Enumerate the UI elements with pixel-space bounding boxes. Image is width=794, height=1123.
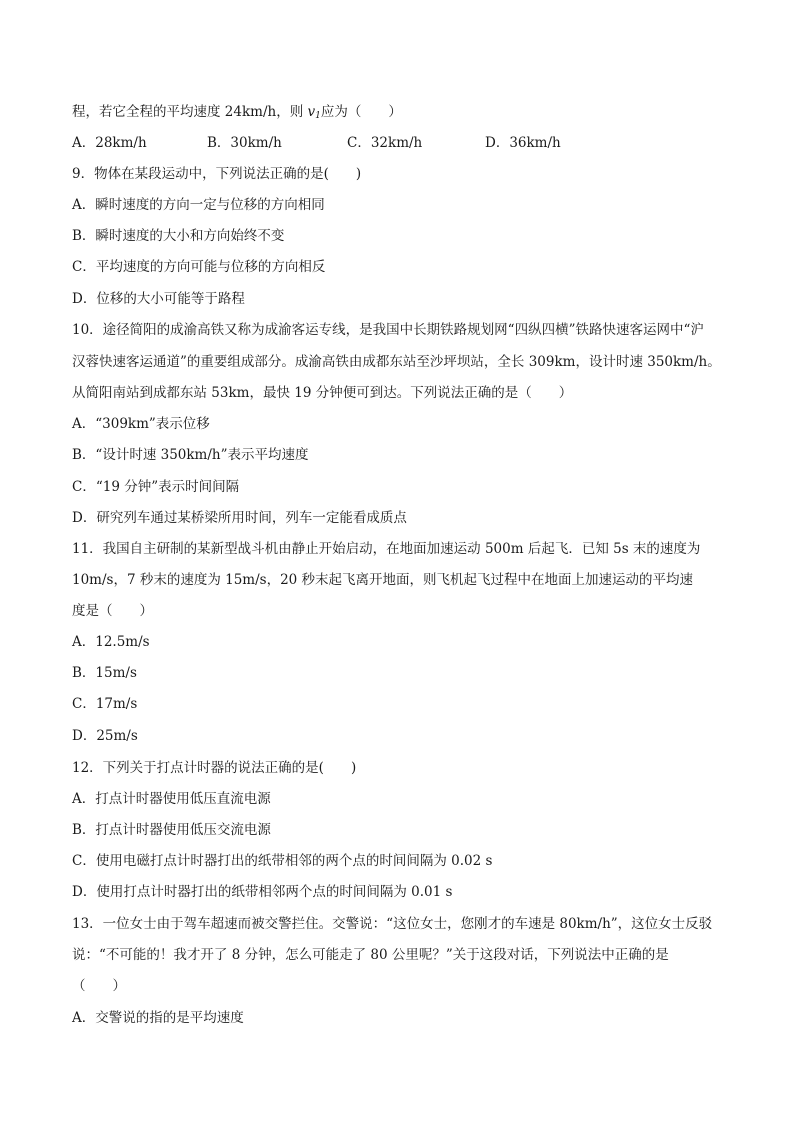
q9-option-c: C．平均速度的方向可能与位移的方向相反	[72, 259, 326, 275]
q10-stem-line-1: 10．途径简阳的成渝高铁又称为成渝客运专线，是我国中长期铁路规划网“四纵四横”铁路快速客运网中“沪	[72, 322, 704, 338]
q8-v-subscript: 1	[315, 111, 321, 121]
q12-option-b: B．打点计时器使用低压交流电源	[72, 822, 271, 838]
q8-option-a: A．28km/h	[72, 135, 147, 151]
q8-text-part2: 应为（ ）	[320, 104, 402, 120]
q11-stem-line-3: 度是（ ）	[72, 603, 153, 619]
q9-stem: 9．物体在某段运动中，下列说法正确的是( )	[72, 166, 362, 182]
q8-continuation	[72, 103, 402, 125]
q10-stem-line-2: 汉蓉快速客运通道”的重要组成部分。成渝高铁由成都东站至沙坪坝站，全长 309km，设计时速 350km/h。	[72, 354, 721, 370]
q8-option-c: C．32km/h	[347, 135, 423, 151]
q11-option-a: A．12.5m/s	[72, 634, 150, 650]
q8-options	[72, 134, 722, 152]
q13-stem-line-3: （ ）	[72, 978, 126, 994]
q10-stem-line-3: 从简阳南站到成都东站 53km，最快 19 分钟便可到达。下列说法正确的是（ ）	[72, 385, 573, 401]
q11-option-d: D．25m/s	[72, 728, 138, 744]
q9-option-a: A．瞬时速度的方向一定与位移的方向相同	[72, 197, 325, 213]
q13-option-a: A．交警说的指的是平均速度	[72, 1010, 244, 1026]
q13-stem-line-1: 13．一位女士由于驾车超速而被交警拦住。交警说：“这位女士，您刚才的车速是 80km/h”，这位女士反驳	[72, 916, 713, 932]
q8-text-part1: 程，若它全程的平均速度 24km/h，则	[72, 104, 308, 120]
q10-option-c: C．“19 分钟”表示时间间隔	[72, 479, 240, 495]
q11-option-b: B．15m/s	[72, 665, 137, 681]
q11-stem-line-1: 11．我国自主研制的某新型战斗机由静止开始启动，在地面加速运动 500m 后起飞．已知 5s 末的速度为	[72, 541, 701, 557]
q10-option-b: B．“设计时速 350km/h”表示平均速度	[72, 447, 309, 463]
q12-stem: 12．下列关于打点计时器的说法正确的是( )	[72, 760, 357, 776]
q11-stem-line-2: 10m/s，7 秒末的速度为 15m/s，20 秒末起飞离开地面，则飞机起飞过程中在地面上加速运动的平均速	[72, 572, 694, 588]
q8-v-symbol: v	[307, 104, 316, 120]
q12-option-d: D．使用打点计时器打出的纸带相邻两个点的时间间隔为 0.01 s	[72, 884, 453, 900]
q11-option-c: C．17m/s	[72, 696, 138, 712]
q12-option-c: C．使用电磁打点计时器打出的纸带相邻的两个点的时间间隔为 0.02 s	[72, 853, 493, 869]
q12-option-a: A．打点计时器使用低压直流电源	[72, 791, 271, 807]
q9-option-d: D．位移的大小可能等于路程	[72, 291, 245, 307]
q9-option-b: B．瞬时速度的大小和方向始终不变	[72, 228, 285, 244]
q8-option-d: D．36km/h	[485, 135, 561, 151]
q10-option-d: D．研究列车通过某桥梁所用时间，列车一定能看成质点	[72, 510, 407, 526]
q13-stem-line-2: 说：“不可能的！我才开了 8 分钟，怎么可能走了 80 公里呢？”关于这段对话，下列说法中正确的是	[72, 947, 669, 963]
q8-option-b: B．30km/h	[207, 135, 282, 151]
q10-option-a: A．“309km”表示位移	[72, 416, 210, 432]
